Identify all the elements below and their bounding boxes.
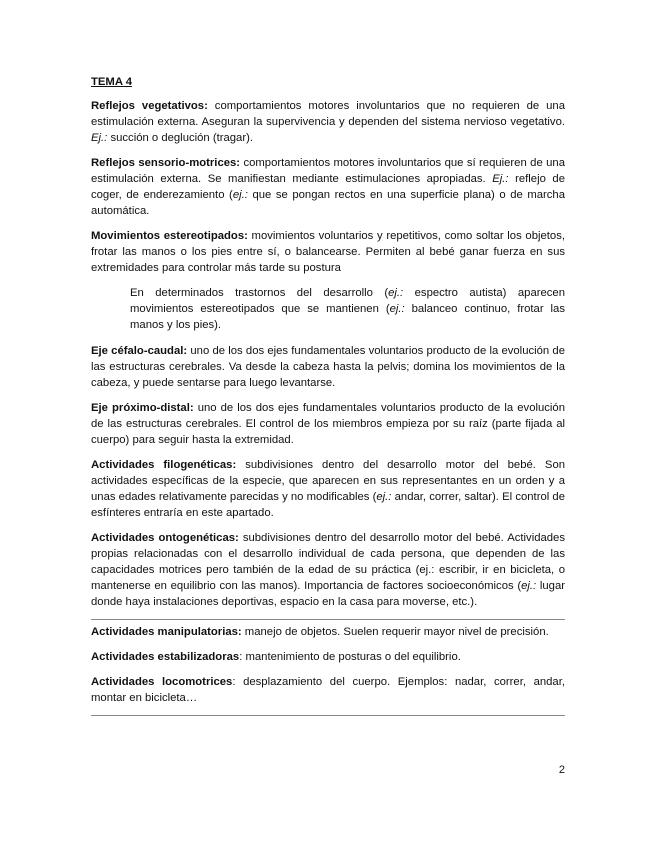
definition-term: Reflejos sensorio-motrices: [91,157,241,169]
definition-term: Movimientos estereotipados: [91,230,248,242]
definition-term: Actividades locomotrices [91,676,233,688]
definition-paragraph [91,649,565,665]
definition-paragraph [91,155,565,219]
document-page [91,74,565,716]
definition-paragraph [91,400,565,448]
definition-text: : desplazamiento del cuerpo. Ejemplos: nadar, correr, andar, montar en bicicleta… [91,676,565,704]
definition-text: succión o deglución (tragar). [107,132,254,144]
definitions-list [91,98,565,610]
definition-paragraph [91,228,565,276]
definition-text: comportamientos motores involuntarios que no requieren de una estimulación externa. Aseguran la supervivencia y dependen del sistema nervioso vegetativo. [91,100,565,128]
definition-term: Actividades ontogenéticas: [91,532,239,544]
definition-paragraph [91,98,565,146]
definition-text: espectro autista) aparecen movimientos estereotipados que se mantienen ( [130,287,565,315]
page-number: 2 [558,764,565,776]
definition-text: uno de los dos ejes fundamentales voluntarios producto de la evolución de las estructuras cerebrales. El control de los miembros empieza por su raíz (parte fijada al cuerpo) para seguir hasta la extremidad. [91,402,565,446]
definition-term: Eje próximo-distal: [91,402,194,414]
example-abbrev: ej.: [388,287,404,299]
definition-paragraph [91,343,565,391]
definition-text: : mantenimiento de posturas o del equilibrio. [239,651,461,663]
definition-term: Actividades filogenéticas: [91,459,237,471]
definition-paragraph [91,624,565,640]
definition-term: Actividades manipulatorias: [91,626,242,638]
definition-text: En determinados trastornos del desarrollo ( [130,287,389,299]
example-abbrev: Ej.: [91,132,108,144]
definition-text: reflejo de coger, de enderezamiento ( [91,173,565,201]
definition-text: subdivisiones dentro del desarrollo motor del bebé. Son actividades específicas de la especie, que aparecen en sus representantes en un orden y a unas edades relativamente parecidas y no modificables ( [91,459,566,503]
page-title: TEMA 4 [91,76,133,88]
example-abbrev: ej.: [376,491,392,503]
example-abbrev: ej.: [232,189,248,201]
definition-text: movimientos voluntarios y repetitivos, como soltar los objetos, frotar las manos o los pies entre sí, o balancearse. Permiten al bebé ganar fuerza en sus extremidades para controlar más tarde su postura [91,230,565,274]
definition-text: balanceo continuo, frotar las manos y los pies). [130,303,565,331]
example-abbrev: ej.: [521,580,537,592]
example-abbrev: ej.: [389,303,405,315]
definition-paragraph [91,530,565,610]
definition-term: Reflejos vegetativos: [91,100,208,112]
example-abbrev: Ej.: [492,173,509,185]
definition-term: Eje céfalo-caudal: [91,345,188,357]
definition-paragraph [91,674,565,706]
definition-text: manejo de objetos. Suelen requerir mayor nivel de precisión. [241,626,549,638]
boxed-definitions [91,620,565,706]
definition-term: Actividades estabilizadoras [91,651,240,663]
definition-paragraph [91,457,565,521]
definition-text: subdivisiones dentro del desarrollo motor del bebé. Actividades propias relacionadas con el desarrollo individual de cada persona, que dependen de las capacidades motrices pero también de la edad de su práctica (ej.: escribir, ir en bicicleta, o mantenerse en equilibrio con las manos). Importancia de factores socioeconómicos ( [91,532,565,592]
indented-note [130,285,565,333]
definition-text: que se pongan rectos en una superficie plana) o de marcha automática. [91,189,565,217]
definition-text: comportamientos motores involuntarios que sí requieren de una estimulación externa. Se manifiestan mediante estimulaciones apropiadas. [91,157,565,185]
definition-text: uno de los dos ejes fundamentales voluntarios producto de la evolución de las estructuras cerebrales. Va desde la cabeza hasta la pelvis; domina los movimientos de la cabeza, y puede sentarse para luego levantarse. [91,345,565,389]
definition-text: andar, correr, saltar). El control de esfínteres entraría en este apartado. [91,491,565,519]
definition-text: lugar donde haya instalaciones deportivas, espacio en la casa para moverse, etc.). [91,580,565,608]
divider-bottom [91,715,565,716]
